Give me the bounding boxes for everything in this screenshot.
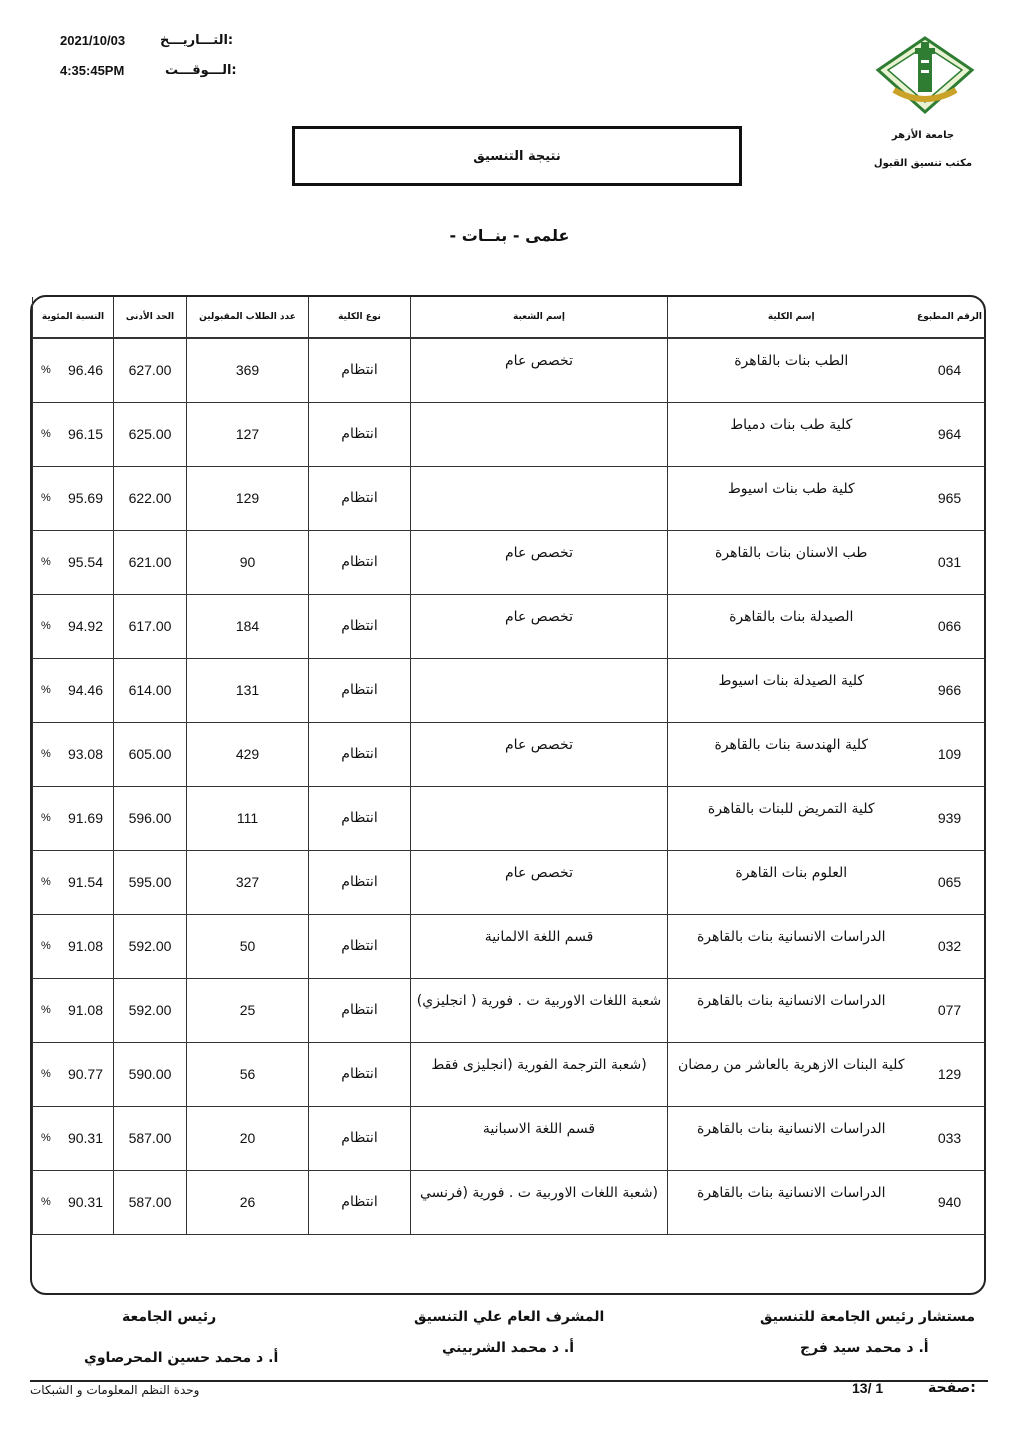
percent-sign: % — [41, 428, 51, 440]
percent-sign: % — [41, 620, 51, 632]
cell-accepted: 90 — [187, 530, 309, 594]
time-label: الـــوقـــت: — [165, 63, 237, 78]
cell-college: الدراسات الانسانية بنات بالقاهرة — [668, 914, 915, 978]
cell-type: انتظام — [309, 914, 411, 978]
cell-percent — [33, 722, 114, 786]
cell-accepted: 20 — [187, 1106, 309, 1170]
cell-min: 614.00 — [114, 658, 187, 722]
cell-type: انتظام — [309, 978, 411, 1042]
percent-value: 90.77 — [67, 1066, 103, 1082]
university-logo — [872, 34, 978, 118]
percent-value: 95.69 — [67, 490, 103, 506]
cell-min: 617.00 — [114, 594, 187, 658]
cell-accepted: 127 — [187, 402, 309, 466]
cell-college: الدراسات الانسانية بنات بالقاهرة — [668, 978, 915, 1042]
university-name: جامعة الأزهر — [891, 130, 955, 141]
table-row — [33, 1170, 985, 1234]
cell-type: انتظام — [309, 658, 411, 722]
cell-min: 605.00 — [114, 722, 187, 786]
footer-divider — [30, 1380, 988, 1382]
office-name: مكتب تنسيق القبول — [873, 158, 973, 169]
table-row — [33, 530, 985, 594]
cell-college: الطب بنات بالقاهرة — [668, 338, 915, 402]
cell-college: كلية البنات الازهرية بالعاشر من رمضان — [668, 1042, 915, 1106]
cell-min: 621.00 — [114, 530, 187, 594]
cell-min: 592.00 — [114, 978, 187, 1042]
cell-code: 032 — [915, 914, 985, 978]
cell-type: انتظام — [309, 1170, 411, 1234]
cell-percent — [33, 1106, 114, 1170]
table-header-row — [33, 297, 985, 338]
footer-unit: وحدة النظم المعلومات و الشبكات — [30, 1383, 200, 1397]
percent-sign: % — [41, 1068, 51, 1080]
cell-college: كلية التمريض للبنات بالقاهرة — [668, 786, 915, 850]
table-row — [33, 722, 985, 786]
table-row — [33, 466, 985, 530]
cell-division — [411, 658, 668, 722]
cell-percent — [33, 466, 114, 530]
cell-division: تخصص عام — [411, 850, 668, 914]
signature-title-president: رئيس الجامعة — [122, 1309, 217, 1325]
page-label: صفحة: — [928, 1380, 976, 1396]
cell-accepted: 26 — [187, 1170, 309, 1234]
percent-sign: % — [41, 1196, 51, 1208]
cell-division: تخصص عام — [411, 594, 668, 658]
cell-type: انتظام — [309, 466, 411, 530]
page-number: 13/ 1 — [852, 1380, 884, 1396]
cell-code: 031 — [915, 530, 985, 594]
cell-percent — [33, 402, 114, 466]
percent-value: 91.08 — [67, 1002, 103, 1018]
table-row — [33, 978, 985, 1042]
signature-name-coordinator: أ. د محمد سيد فرج — [800, 1340, 929, 1356]
col-code: الرقم المطبوع — [915, 297, 985, 338]
percent-sign: % — [41, 492, 51, 504]
cell-min: 625.00 — [114, 402, 187, 466]
cell-min: 587.00 — [114, 1106, 187, 1170]
percent-sign: % — [41, 684, 51, 696]
cell-accepted: 184 — [187, 594, 309, 658]
cell-code: 109 — [915, 722, 985, 786]
signature-name-president: أ. د محمد حسين المحرصاوي — [84, 1350, 279, 1366]
table-row — [33, 658, 985, 722]
percent-value: 90.31 — [67, 1194, 103, 1210]
percent-sign: % — [41, 364, 51, 377]
page-subtitle: - علمى - بنــات — [449, 226, 570, 245]
table-row — [33, 1106, 985, 1170]
cell-percent — [33, 914, 114, 978]
cell-accepted: 327 — [187, 850, 309, 914]
cell-code: 129 — [915, 1042, 985, 1106]
cell-percent — [33, 850, 114, 914]
table-row — [33, 850, 985, 914]
time-value: 4:35:45PM — [60, 63, 125, 78]
percent-value: 94.46 — [67, 682, 103, 698]
cell-type: انتظام — [309, 1106, 411, 1170]
date-value: 2021/10/03 — [60, 33, 126, 48]
cell-division: (شعبة الترجمة الفورية (انجليزى فقط — [411, 1042, 668, 1106]
cell-accepted: 129 — [187, 466, 309, 530]
percent-value: 93.08 — [67, 746, 103, 762]
date-label: التـــاريـــخ: — [160, 33, 234, 48]
cell-code: 964 — [915, 402, 985, 466]
cell-code: 939 — [915, 786, 985, 850]
cell-accepted: 131 — [187, 658, 309, 722]
cell-college: كلية الصيدلة بنات اسيوط — [668, 658, 915, 722]
cell-college: العلوم بنات القاهرة — [668, 850, 915, 914]
cell-type: انتظام — [309, 1042, 411, 1106]
col-accepted: عدد الطلاب المقبولين — [187, 297, 309, 338]
cell-accepted: 369 — [187, 338, 309, 402]
cell-college: الدراسات الانسانية بنات بالقاهرة — [668, 1106, 915, 1170]
table-row — [33, 1042, 985, 1106]
cell-min: 595.00 — [114, 850, 187, 914]
cell-type: انتظام — [309, 530, 411, 594]
cell-percent — [33, 658, 114, 722]
cell-code: 966 — [915, 658, 985, 722]
cell-division: تخصص عام — [411, 338, 668, 402]
col-type: نوع الكلية — [309, 297, 411, 338]
cell-division — [411, 466, 668, 530]
table-row — [33, 914, 985, 978]
cell-min: 590.00 — [114, 1042, 187, 1106]
cell-accepted: 25 — [187, 978, 309, 1042]
col-college: إسم الكلية — [668, 297, 915, 338]
cell-min: 622.00 — [114, 466, 187, 530]
cell-percent — [33, 978, 114, 1042]
table-row — [33, 338, 985, 402]
cell-code: 033 — [915, 1106, 985, 1170]
al-azhar-seal-icon — [872, 34, 978, 118]
cell-code: 965 — [915, 466, 985, 530]
cell-percent — [33, 338, 114, 402]
percent-sign: % — [41, 1132, 51, 1144]
percent-value: 95.54 — [67, 554, 103, 570]
page-title: نتيجة التنسيق — [292, 126, 742, 186]
cell-percent — [33, 786, 114, 850]
cell-code: 066 — [915, 594, 985, 658]
percent-value: 91.08 — [67, 938, 103, 954]
cell-code: 065 — [915, 850, 985, 914]
results-table — [32, 297, 985, 1235]
cell-division: تخصص عام — [411, 530, 668, 594]
percent-value: 96.46 — [67, 362, 103, 379]
table-row — [33, 594, 985, 658]
cell-type: انتظام — [309, 402, 411, 466]
cell-percent — [33, 594, 114, 658]
cell-code: 940 — [915, 1170, 985, 1234]
percent-sign: % — [41, 1004, 51, 1016]
cell-code: 077 — [915, 978, 985, 1042]
percent-value: 91.69 — [67, 810, 103, 826]
cell-percent — [33, 530, 114, 594]
col-min: الحد الأدنى — [114, 297, 187, 338]
cell-min: 592.00 — [114, 914, 187, 978]
percent-sign: % — [41, 748, 51, 760]
cell-division — [411, 402, 668, 466]
cell-division: (شعبة اللغات الاوربية ت . فورية (فرنسي — [411, 1170, 668, 1234]
percent-sign: % — [41, 556, 51, 568]
percent-sign: % — [41, 876, 51, 888]
cell-accepted: 111 — [187, 786, 309, 850]
percent-value: 94.92 — [67, 618, 103, 634]
cell-division: تخصص عام — [411, 722, 668, 786]
cell-percent — [33, 1042, 114, 1106]
cell-code: 064 — [915, 338, 985, 402]
cell-min: 627.00 — [114, 338, 187, 402]
cell-division: قسم اللغة الالمانية — [411, 914, 668, 978]
cell-college: طب الاسنان بنات بالقاهرة — [668, 530, 915, 594]
signature-name-supervisor: أ. د محمد الشربيني — [442, 1340, 575, 1356]
cell-accepted: 50 — [187, 914, 309, 978]
cell-type: انتظام — [309, 786, 411, 850]
col-division: إسم الشعبة — [411, 297, 668, 338]
cell-accepted: 56 — [187, 1042, 309, 1106]
percent-value: 91.54 — [67, 874, 103, 890]
percent-sign: % — [41, 812, 51, 824]
col-percent: النسبة المئوية — [33, 297, 114, 338]
cell-accepted: 429 — [187, 722, 309, 786]
cell-type: انتظام — [309, 594, 411, 658]
cell-college: الصيدلة بنات بالقاهرة — [668, 594, 915, 658]
cell-college: كلية الهندسة بنات بالقاهرة — [668, 722, 915, 786]
cell-college: كلية طب بنات دمياط — [668, 402, 915, 466]
cell-division: قسم اللغة الاسبانية — [411, 1106, 668, 1170]
cell-type: انتظام — [309, 850, 411, 914]
table-row — [33, 786, 985, 850]
signature-title-coordinator: مستشار رئيس الجامعة للتنسيق — [760, 1309, 976, 1325]
cell-type: انتظام — [309, 338, 411, 402]
cell-division — [411, 786, 668, 850]
table-row — [33, 402, 985, 466]
cell-division: شعبة اللغات الاوربية ت . فورية ( انجليزي) — [411, 978, 668, 1042]
cell-type: انتظام — [309, 722, 411, 786]
cell-min: 596.00 — [114, 786, 187, 850]
percent-sign: % — [41, 940, 51, 952]
cell-percent — [33, 1170, 114, 1234]
cell-college: الدراسات الانسانية بنات بالقاهرة — [668, 1170, 915, 1234]
cell-min: 587.00 — [114, 1170, 187, 1234]
percent-value: 90.31 — [67, 1130, 103, 1146]
cell-college: كلية طب بنات اسيوط — [668, 466, 915, 530]
percent-value: 96.15 — [67, 426, 103, 442]
signature-title-supervisor: المشرف العام علي التنسيق — [414, 1309, 605, 1325]
